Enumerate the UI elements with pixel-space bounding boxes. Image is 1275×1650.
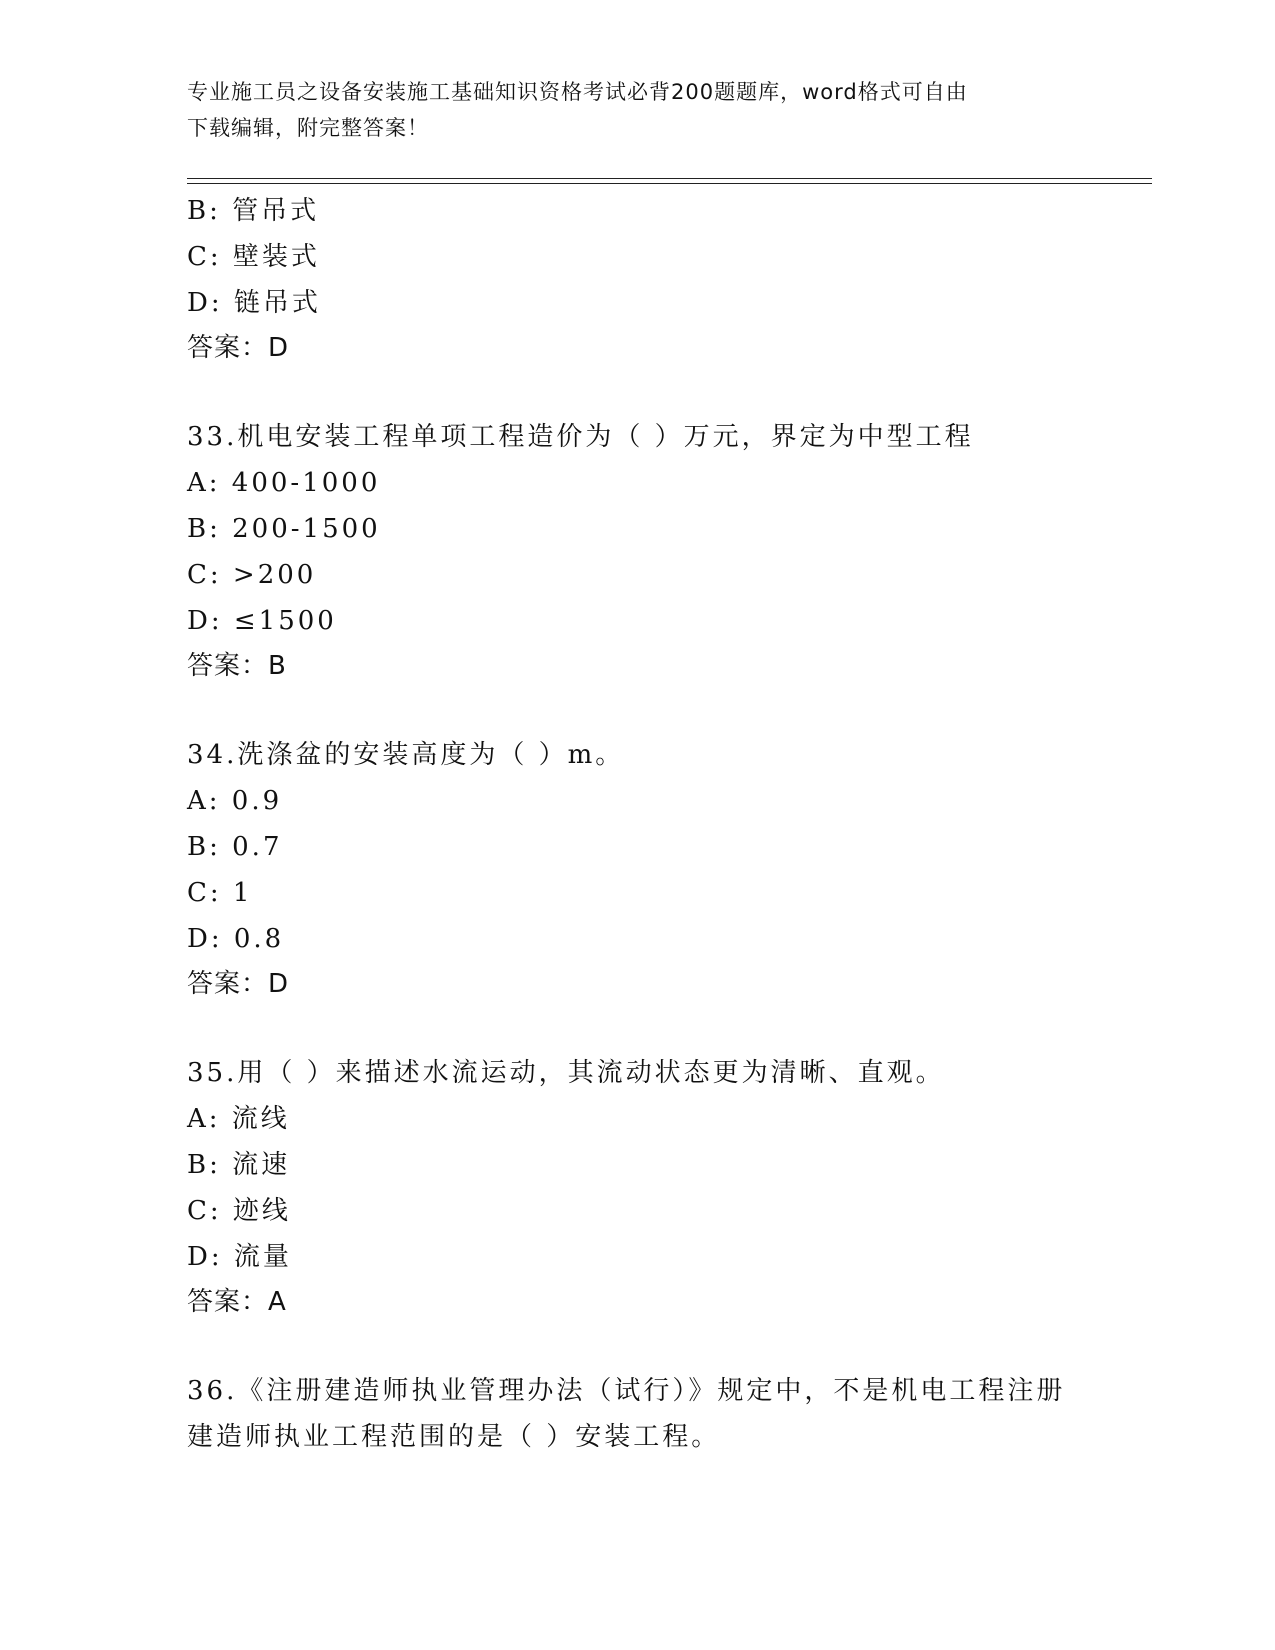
option-b: B: 0.7 bbox=[187, 832, 283, 862]
option-d: D: 链吊式 bbox=[187, 288, 321, 318]
option-c: C: 壁装式 bbox=[187, 242, 320, 272]
option-c: C: 迹线 bbox=[187, 1196, 291, 1226]
header-divider-bottom bbox=[187, 183, 1152, 184]
option-a: A: 流线 bbox=[187, 1104, 290, 1134]
answer-line: 答案：D bbox=[187, 333, 290, 363]
spacer bbox=[187, 688, 1147, 732]
option-d: D: 流量 bbox=[187, 1242, 292, 1272]
answer-line: 答案：B bbox=[187, 651, 287, 681]
question-block-35 bbox=[187, 1050, 1147, 1324]
document-header bbox=[187, 74, 1087, 146]
header-divider-top bbox=[187, 178, 1152, 179]
question-text-line-2: 建造师执业工程范围的是（ ）安装工程。 bbox=[187, 1422, 721, 1452]
option-b: B: 管吊式 bbox=[187, 196, 320, 226]
question-text: 35.用（ ）来描述水流运动，其流动状态更为清晰、直观。 bbox=[187, 1058, 945, 1088]
header-line-1: 专业施工员之设备安装施工基础知识资格考试必背200题题库，word格式可自由 bbox=[187, 80, 968, 104]
option-c: C: >200 bbox=[187, 560, 317, 590]
spacer bbox=[187, 1006, 1147, 1050]
question-text-line-1: 36.《注册建造师执业管理办法（试行）》规定中，不是机电工程注册 bbox=[187, 1376, 1066, 1406]
option-a: A: 0.9 bbox=[187, 786, 283, 816]
question-block-34 bbox=[187, 732, 1147, 1006]
question-text: 33.机电安装工程单项工程造价为（ ）万元，界定为中型工程 bbox=[187, 422, 974, 452]
option-c: C: 1 bbox=[187, 878, 253, 908]
spacer bbox=[187, 1324, 1147, 1368]
option-d: D: ≤1500 bbox=[187, 606, 337, 636]
option-b: B: 流速 bbox=[187, 1150, 291, 1180]
option-d: D: 0.8 bbox=[187, 924, 285, 954]
header-line-2: 下载编辑，附完整答案！ bbox=[187, 116, 429, 140]
answer-line: 答案：A bbox=[187, 1287, 287, 1317]
option-b: B: 200-1500 bbox=[187, 514, 381, 544]
spacer bbox=[187, 370, 1147, 414]
question-list bbox=[187, 188, 1147, 1460]
question-text: 34.洗涤盆的安装高度为（ ）m。 bbox=[187, 740, 625, 770]
option-a: A: 400-1000 bbox=[187, 468, 381, 498]
question-block-36 bbox=[187, 1368, 1147, 1460]
answer-line: 答案：D bbox=[187, 969, 290, 999]
question-block-33 bbox=[187, 414, 1147, 688]
question-block-32 bbox=[187, 188, 1147, 370]
